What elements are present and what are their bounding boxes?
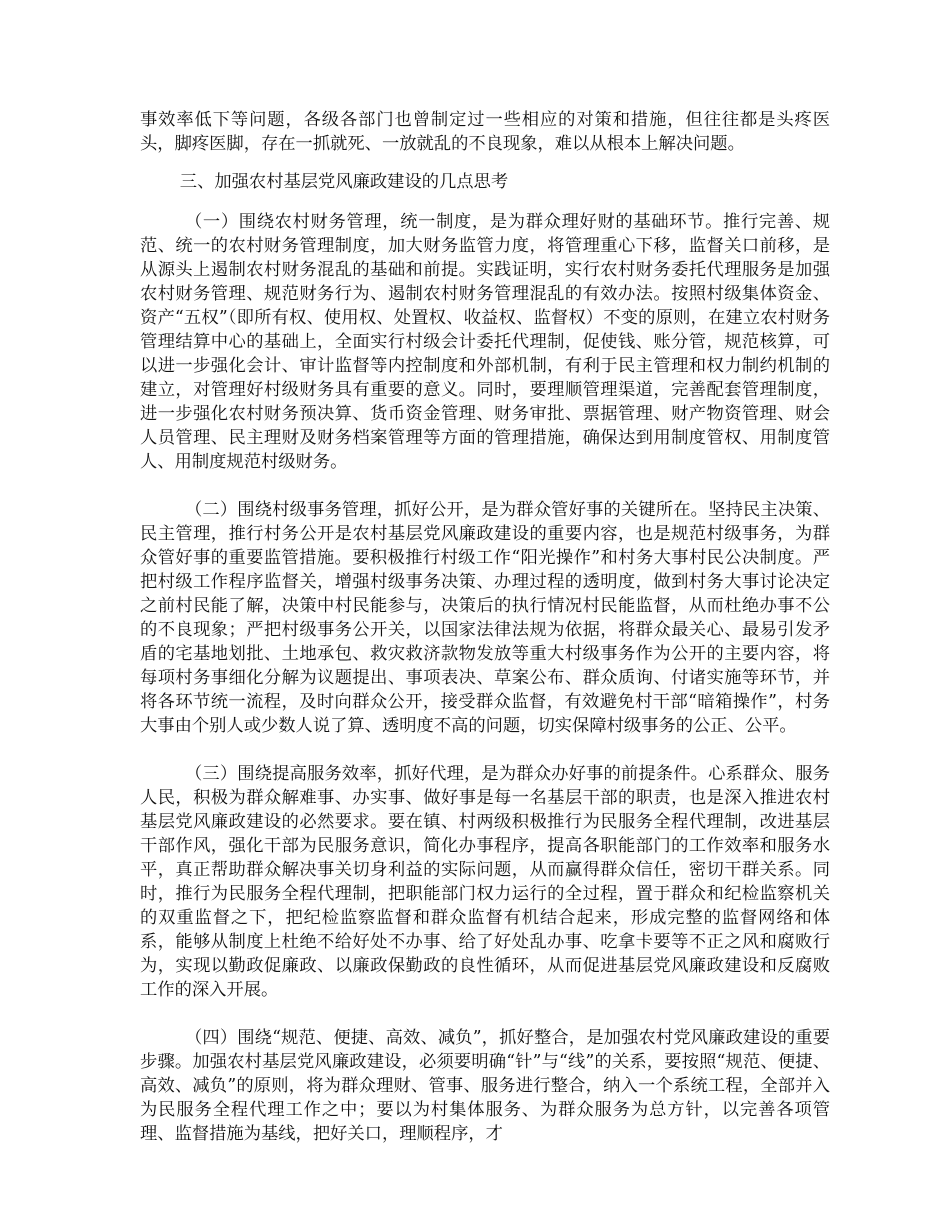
paragraph-service: （三）围绕提高服务效率，抓好代理，是为群众办好事的前提条件。心系群众、服务人民，积极为群众解难事、办实事、做好事是每一名基层干部的职责，也是深入推进农村基层党风廉政建设的必然要求。要在镇、村两级积极推行为民服务全程代理制，改进基层干部作风，强化干部为民服务意识，简化办事程序，提高各职能部门的工作效率和服务水平，真正帮助群众解决事关切身利益的实际问题，从而赢得群众信任，密切干群关系。同时，推行为民服务全程代理制，把职能部门权力运行的全过程，置于群众和纪检监察机关的双重监督之下，把纪检监察监督和群众监督有机结合起来，形成完整的监督网络和体系，能够从制度上杜绝不给好处不办事、给了好处乱办事、吃拿卡要等不正之风和腐败行为，实现以勤政促廉政、以廉政保勤政的良性循环，从而促进基层党风廉政建设和反腐败工作的深入开展。: [140, 764, 830, 1000]
paragraph-gap: [140, 474, 830, 498]
paragraph-affairs: （二）围绕村级事务管理，抓好公开，是为群众管好事的关键所在。坚持民主决策、民主管理，推行村务公开是农村基层党风廉政建设的重要内容，也是规范村级事务，为群众管好事的重要监管措施。要积极推行村级工作“阳光操作”和村务大事村民公决制度。严把村级工作程序监督关，增强村级事务决策、办理过程的透明度，做到村务大事讨论决定之前村民能了解，决策中村民能参与，决策后的执行情况村民能监督，从而杜绝办事不公的不良现象；严把村级事务公开关，以国家法律法规为依据，将群众最关心、最易引发矛盾的宅基地划批、土地承包、救灾救济款物发放等重大村级事务作为公开的主要内容，将每项村务事细化分解为议题提出、事项表决、草案公布、群众质询、付诸实施等环节，并将各环节统一流程，及时向群众公开，接受群众监督，有效避免村干部“暗箱操作”，村务大事由个别人或少数人说了算、透明度不高的问题，切实保障村级事务的公正、公平。: [140, 500, 830, 736]
paragraph-continuation: 事效率低下等问题，各级各部门也曾制定过一些相应的对策和措施，但往往都是头疼医头，脚疼医脚，存在一抓就死、一放就乱的不良现象，难以从根本上解决问题。: [140, 110, 830, 154]
paragraph-gap: [140, 1002, 830, 1026]
paragraph-gap: [140, 738, 830, 762]
paragraph-finance: （一）围绕农村财务管理，统一制度，是为群众理好财的基础环节。推行完善、规范、统一的农村财务管理制度，加大财务监管力度，将管理重心下移，监督关口前移，是从源头上遏制农村财务混乱的基础和前提。实践证明，实行农村财务委托代理服务是加强农村财务管理、规范财务行为、遏制农村财务管理混乱的有效办法。按照村级集体资金、资产“五权”（即所有权、使用权、处置权、收益权、监督权）不变的原则，在建立农村财务管理结算中心的基础上，全面实行村级会计委托代理制，促使钱、账分管，规范核算，可以进一步强化会计、审计监督等内控制度和外部机制，有利于民主管理和权力制约机制的建立，对管理好村级财务具有重要的意义。同时，要理顺管理渠道，完善配套管理制度，进一步强化农村财务预决算、货币资金管理、财务审批、票据管理、财产物资管理、财会人员管理、民主理财及财务档案管理等方面的管理措施，确保达到用制度管权、用制度管人、用制度规范村级财务。: [140, 212, 830, 472]
section-heading: 三、加强农村基层党风廉政建设的几点思考: [179, 172, 509, 192]
paragraph-integration: （四）围绕“规范、便捷、高效、减负”，抓好整合，是加强农村党风廉政建设的重要步骤。加强农村基层党风廉政建设，必须要明确“针”与“线”的关系，要按照“规范、便捷、高效、减负”的原则，将为群众理财、管事、服务进行整合，纳入一个系统工程，全部并入为民服务全程代理工作之中；要以为村集体服务、为群众服务为总方针，以完善各项管理、监督措施为基线，把好关口，理顺程序，才: [140, 1028, 830, 1144]
document-body: [140, 108, 830, 1146]
